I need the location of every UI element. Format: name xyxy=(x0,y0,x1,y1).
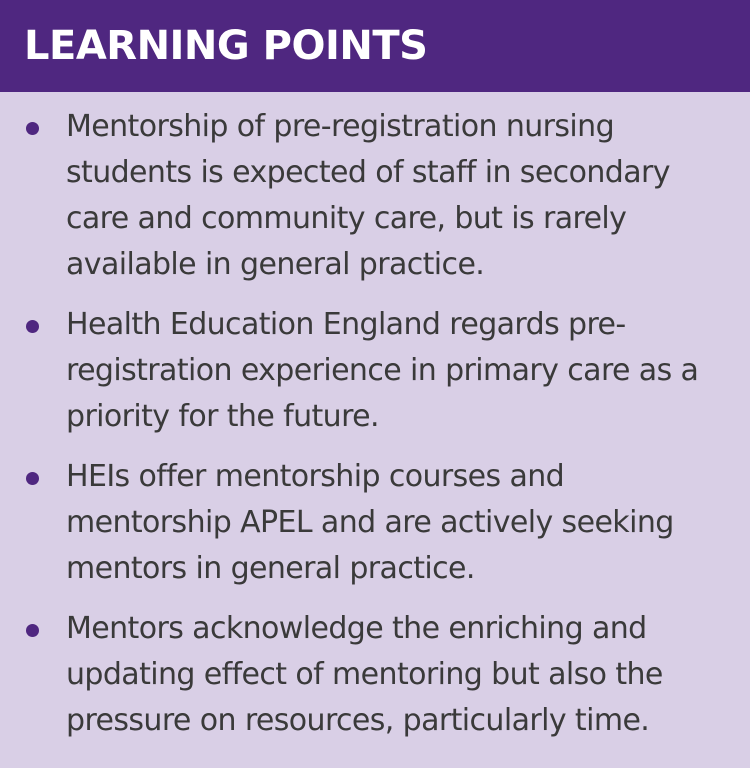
learning-point-text: HEIs offer mentorship courses and mentorship APEL and are actively seeking mentors in general practice. xyxy=(66,459,674,586)
learning-point-text: Health Education England regards pre-registration experience in primary care as a priority for the future. xyxy=(66,307,699,434)
learning-point-item xyxy=(0,454,750,592)
learning-point-text: Mentorship of pre-registration nursing students is expected of staff in secondary care and community care, but is rarely available in general practice. xyxy=(66,109,670,282)
learning-points-list xyxy=(0,92,750,744)
learning-points-title: LEARNING POINTS xyxy=(24,23,428,69)
bullet-icon xyxy=(26,122,39,135)
learning-points-header xyxy=(0,0,750,92)
learning-point-item xyxy=(0,606,750,744)
learning-point-item xyxy=(0,104,750,288)
learning-point-text: Mentors acknowledge the enriching and updating effect of mentoring but also the pressure on resources, particularly time. xyxy=(66,611,663,738)
bullet-icon xyxy=(26,320,39,333)
bullet-icon xyxy=(26,624,39,637)
learning-point-item xyxy=(0,302,750,440)
bullet-icon xyxy=(26,472,39,485)
